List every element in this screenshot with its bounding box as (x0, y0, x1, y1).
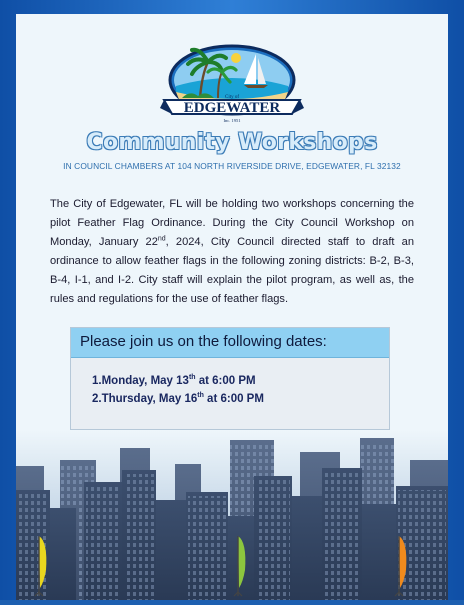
date-time: at 6:00 PM (203, 393, 264, 405)
date-number: 2. (92, 393, 102, 405)
announcement-paragraph (50, 195, 414, 309)
dates-heading-bar (71, 328, 389, 358)
dates-list (92, 372, 264, 408)
body-text-part1: The City of Edgewater, FL will be holding two workshops concerning the pilot Feather Flag Ordinance. During the City Council Workshop on Monday, January 22 (50, 198, 414, 248)
city-skyline-illustration (0, 430, 464, 600)
page-title: Community Workshops (86, 130, 378, 155)
date-suffix: th (188, 374, 196, 382)
location-subtitle: IN COUNCIL CHAMBERS AT 104 NORTH RIVERSIDE DRIVE, EDGEWATER, FL 32132 (63, 161, 401, 171)
body-text-part2: , 2024, City Council directed staff to draft an ordinance to allow feather flags in the following zoning districts: B-2, B-3, B-4, I-1, and I-2. City staff will explain the pilot program, as well as, the rules and regulations for the use of feather flags. (50, 236, 414, 305)
logo-name: EDGEWATER (183, 100, 281, 116)
date-day: Monday, May 13 (101, 375, 189, 387)
body-ordinal-suffix: nd (157, 235, 166, 243)
dates-heading: Please join us on the following dates: (80, 333, 327, 350)
date-day: Thursday, May 16 (101, 393, 198, 405)
date-time: at 6:00 PM (195, 375, 256, 387)
logo-city-of: City of (224, 95, 240, 100)
date-suffix: th (197, 392, 204, 400)
dates-box (70, 327, 390, 430)
date-item-2 (92, 390, 264, 408)
date-item-1 (92, 372, 264, 390)
date-number: 1. (92, 375, 102, 387)
logo-inc: Inc. 1951 (223, 118, 241, 123)
edgewater-logo (160, 40, 304, 130)
